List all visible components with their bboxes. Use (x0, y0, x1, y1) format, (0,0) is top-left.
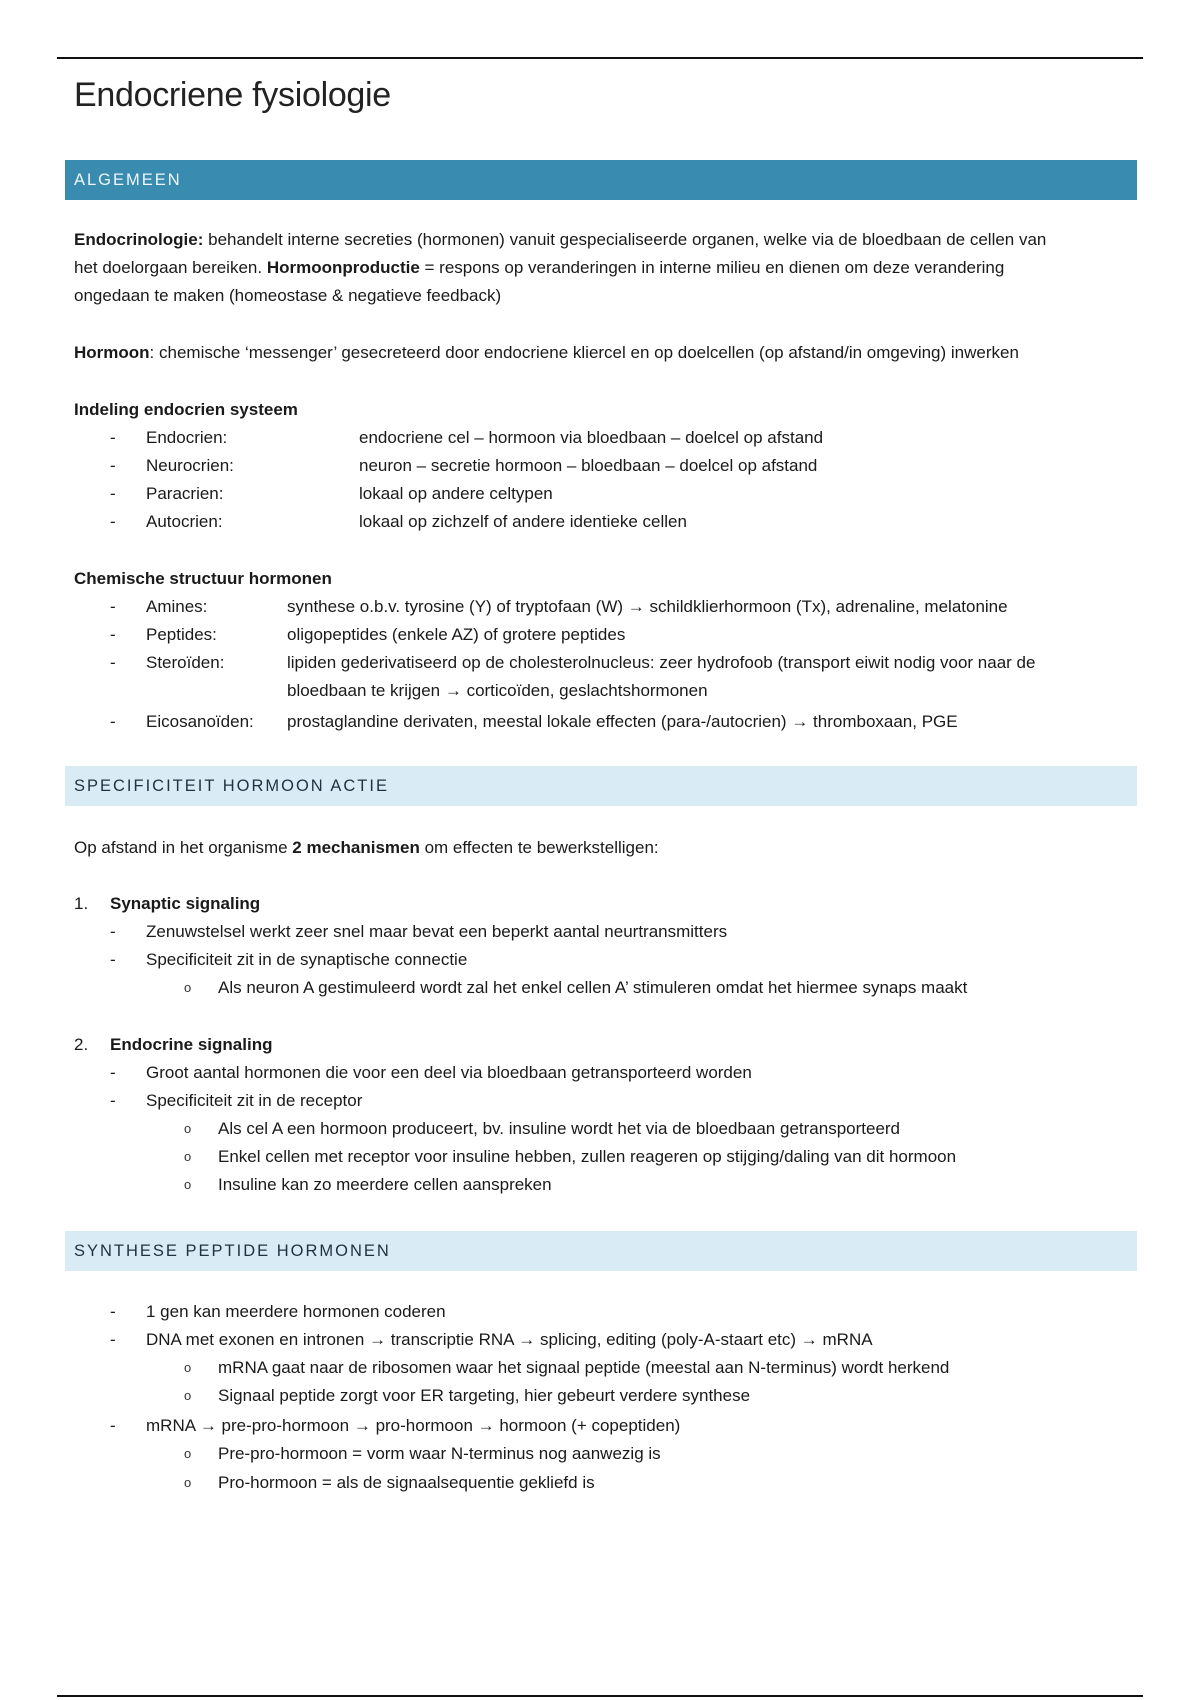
paragraph-endocrinologie-line2 (74, 254, 1004, 282)
list-subitem: Signaal peptide zorgt voor ER targeting, hier gebeurt verdere synthese (218, 1386, 751, 1405)
bottom-rule (57, 1695, 1143, 1697)
bullet-dash: - (110, 1330, 116, 1349)
mechanism-title-endocrine: Endocrine signaling (110, 1035, 273, 1054)
structuur-desc: lipiden gederivatiseerd op de cholesterolnucleus: zeer hydrofoob (transport eiwit nodig voor naar de (287, 653, 1036, 672)
paragraph-endocrinologie-line3: ongedaan te maken (homeostase & negatieve feedback) (74, 286, 502, 305)
bullet-dash: - (110, 1063, 116, 1082)
section-heading-specificiteit: SPECIFICITEIT HORMOON ACTIE (65, 766, 1137, 806)
structuur-label: Amines: (146, 597, 208, 616)
text: om effecten te bewerkstelligen: (419, 838, 659, 857)
list-item: Specificiteit zit in de synaptische connectie (146, 950, 468, 969)
list-subitem: Als neuron A gestimuleerd wordt zal het enkel cellen A’ stimuleren omdat het hiermee synaps maakt (218, 978, 968, 997)
top-rule (57, 57, 1143, 59)
list-subitem: Pro-hormoon = als de signaalsequentie gekliefd is (218, 1473, 595, 1492)
bullet-circle: o (184, 1177, 192, 1192)
bullet-circle: o (184, 1446, 192, 1461)
indeling-desc: neuron – secretie hormoon – bloedbaan – doelcel op afstand (359, 456, 818, 475)
term-endocrinologie: Endocrinologie: (74, 230, 204, 249)
structuur-desc-cont: bloedbaan te krijgen → corticoïden, geslachtshormonen (287, 681, 708, 700)
text: : chemische ‘messenger’ gesecreteerd door endocriene kliercel en op doelcellen (op afstand/in omgeving) inwerken (149, 343, 1019, 362)
bullet-circle: o (184, 1149, 192, 1164)
bullet-dash: - (110, 484, 116, 503)
bullet-circle: o (184, 1360, 192, 1375)
bullet-circle: o (184, 1121, 192, 1136)
list-item: Specificiteit zit in de receptor (146, 1091, 363, 1110)
section-heading-synthese: SYNTHESE PEPTIDE HORMONEN (65, 1231, 1137, 1271)
subheading-indeling: Indeling endocrien systeem (74, 400, 298, 419)
structuur-label: Steroïden: (146, 653, 225, 672)
list-item: DNA met exonen en intronen → transcriptie RNA → splicing, editing (poly-A-staart etc) → mRNA (146, 1330, 873, 1349)
list-number: 1. (74, 894, 89, 913)
bullet-circle: o (184, 980, 192, 995)
list-subitem: Insuline kan zo meerdere cellen aanspreken (218, 1175, 552, 1194)
list-subitem: Als cel A een hormoon produceert, bv. insuline wordt het via de bloedbaan getransporteerd (218, 1119, 901, 1138)
text: het doelorgaan bereiken. (74, 258, 267, 277)
indeling-desc: lokaal op andere celtypen (359, 484, 553, 503)
indeling-label: Paracrien: (146, 484, 224, 503)
bullet-dash: - (110, 1091, 116, 1110)
indeling-desc: lokaal op zichzelf of andere identieke cellen (359, 512, 687, 531)
list-subitem: Pre-pro-hormoon = vorm waar N-terminus nog aanwezig is (218, 1444, 661, 1463)
text: Op afstand in het organisme (74, 838, 293, 857)
paragraph-hormoon (74, 339, 1019, 367)
bullet-dash: - (110, 1302, 116, 1321)
list-subitem: mRNA gaat naar de ribosomen waar het signaal peptide (meestal aan N-terminus) wordt herkend (218, 1358, 950, 1377)
term-mechanismen: 2 mechanismen (292, 838, 420, 857)
list-item: 1 gen kan meerdere hormonen coderen (146, 1302, 446, 1321)
term-hormoonproductie: Hormoonproductie (266, 258, 420, 277)
list-item: mRNA → pre-pro-hormoon → pro-hormoon → hormoon (+ copeptiden) (146, 1416, 681, 1435)
page-title: Endocriene fysiologie (74, 76, 391, 114)
bullet-circle: o (184, 1388, 192, 1403)
structuur-desc: synthese o.b.v. tyrosine (Y) of tryptofaan (W) → schildklierhormoon (Tx), adrenaline, melatonine (287, 597, 1008, 616)
structuur-desc: oligopeptides (enkele AZ) of grotere peptides (287, 625, 626, 644)
bullet-dash: - (110, 428, 116, 447)
bullet-dash: - (110, 712, 116, 731)
bullet-circle: o (184, 1475, 192, 1490)
indeling-desc: endocriene cel – hormoon via bloedbaan – doelcel op afstand (359, 428, 824, 447)
list-item: Zenuwstelsel werkt zeer snel maar bevat een beperkt aantal neurtransmitters (146, 922, 728, 941)
structuur-label: Peptides: (146, 625, 217, 644)
list-item: Groot aantal hormonen die voor een deel via bloedbaan getransporteerd worden (146, 1063, 752, 1082)
bullet-dash: - (110, 597, 116, 616)
structuur-desc: prostaglandine derivaten, meestal lokale effecten (para-/autocrien) → thromboxaan, PGE (287, 712, 958, 731)
intro-mechanismen (74, 834, 659, 862)
list-subitem: Enkel cellen met receptor voor insuline hebben, zullen reageren op stijging/daling van dit hormoon (218, 1147, 957, 1166)
indeling-label: Endocrien: (146, 428, 228, 447)
mechanism-title-synaptic: Synaptic signaling (110, 894, 261, 913)
bullet-dash: - (110, 1416, 116, 1435)
bullet-dash: - (110, 625, 116, 644)
bullet-dash: - (110, 456, 116, 475)
text: = respons op veranderingen in interne milieu en dienen om deze verandering (419, 258, 1005, 277)
indeling-label: Neurocrien: (146, 456, 234, 475)
bullet-dash: - (110, 950, 116, 969)
paragraph-endocrinologie-line1 (74, 226, 1046, 254)
section-heading-algemeen: ALGEMEEN (65, 160, 1137, 200)
indeling-label: Autocrien: (146, 512, 223, 531)
bullet-dash: - (110, 653, 116, 672)
structuur-label: Eicosanoïden: (146, 712, 254, 731)
list-number: 2. (74, 1035, 89, 1054)
term-hormoon: Hormoon (74, 343, 150, 362)
subheading-structuur: Chemische structuur hormonen (74, 569, 332, 588)
bullet-dash: - (110, 922, 116, 941)
text: behandelt interne secreties (hormonen) vanuit gespecialiseerde organen, welke via de bloedbaan de cellen van (203, 230, 1047, 249)
bullet-dash: - (110, 512, 116, 531)
